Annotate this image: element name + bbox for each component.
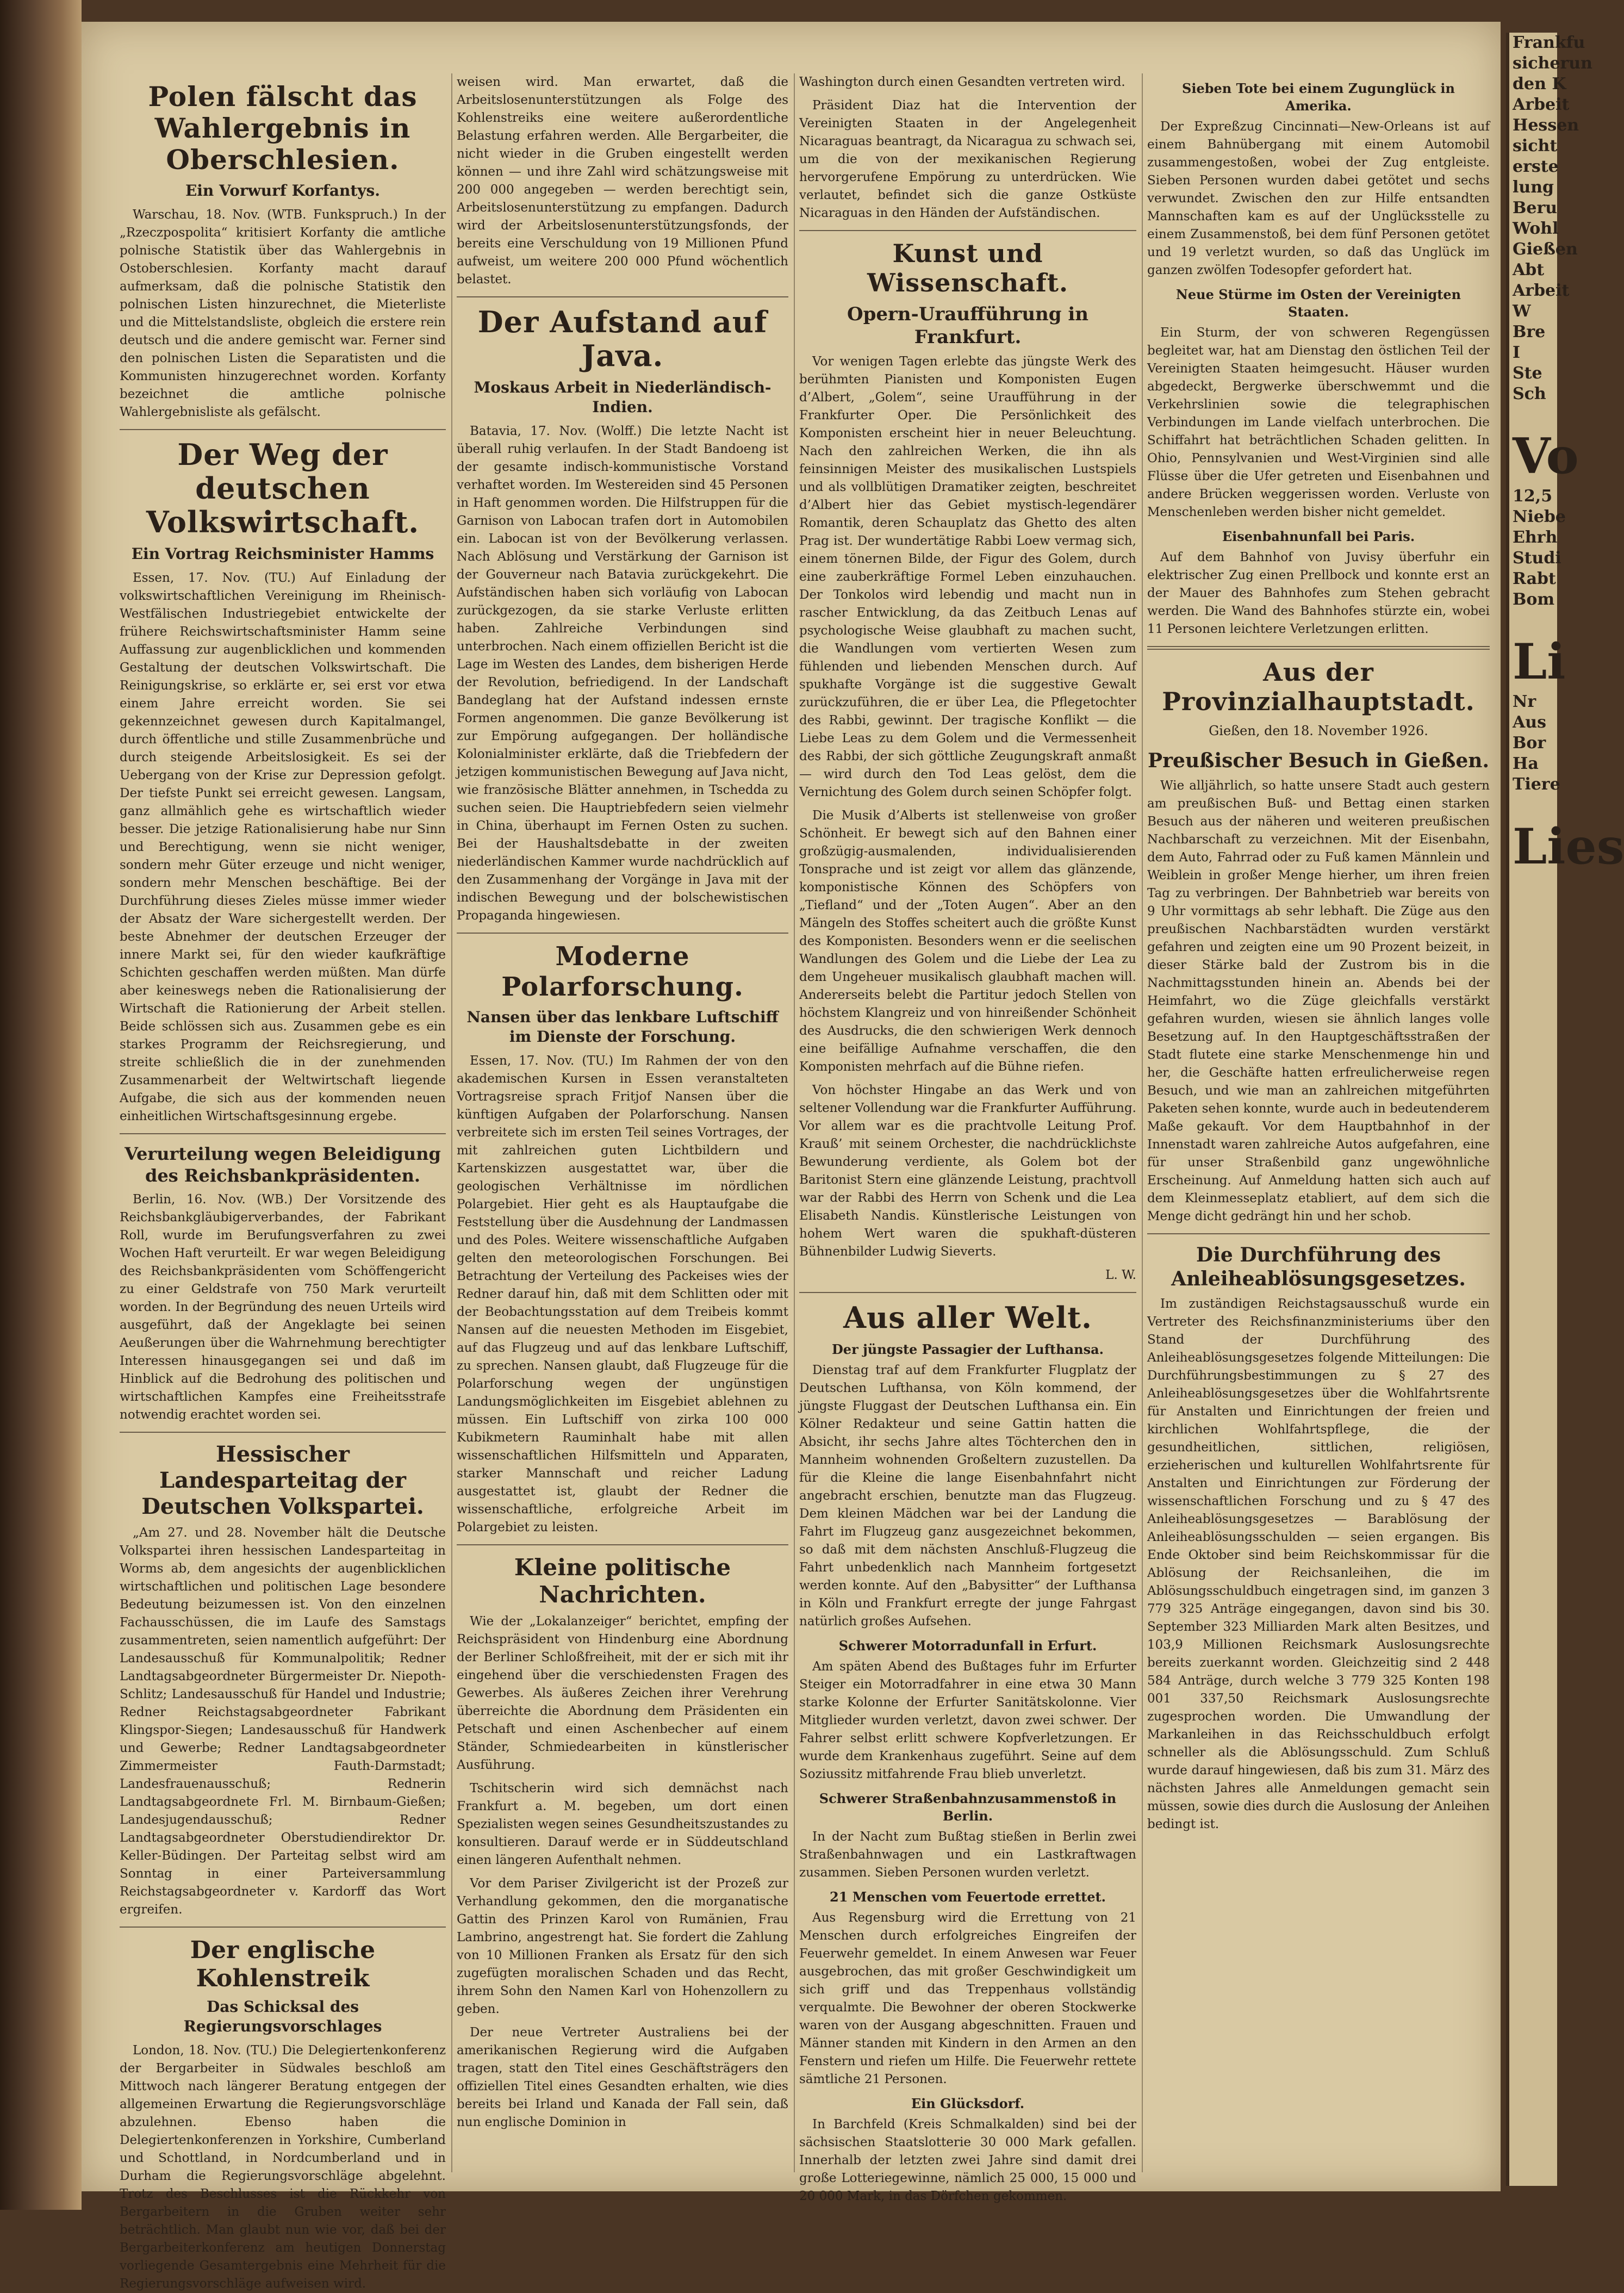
subhead-coal-strike: Das Schicksal des Regierungsvorschlages	[183, 1998, 382, 2035]
adjacent-page-fragment: Gießen	[1513, 240, 1578, 259]
column-2	[457, 73, 788, 2172]
subhead-opera: Opern-Uraufführung in Frankfurt.	[847, 303, 1089, 348]
adjacent-page-fragment: Arbeit	[1513, 95, 1570, 114]
column-4	[1147, 73, 1490, 2172]
divider	[120, 1432, 446, 1433]
headline-java: Der Aufstand auf Java.	[477, 305, 768, 373]
headline-poland-election: Polen fälscht das Wahlergebnis in Oberschlesien.	[148, 80, 418, 176]
subhead-polar: Nansen über das lenkbare Luftschiff im Dienste der Forschung.	[466, 1008, 779, 1046]
subhead-lucky-village: Ein Glücksdorf.	[911, 2096, 1025, 2111]
headline-world: Aus aller Welt.	[843, 1300, 1092, 1335]
adjacent-page-fragment: Beru	[1513, 198, 1558, 218]
subhead-storms: Neue Stürme im Osten der Vereinigten Staaten.	[1175, 287, 1461, 320]
divider	[120, 429, 446, 430]
adjacent-page-fragment: lung	[1513, 178, 1554, 197]
adjacent-page-fragment: W	[1513, 302, 1531, 321]
headline-provincial-capital: Aus der Provinzialhauptstadt.	[1162, 657, 1475, 716]
adjacent-page-fragment: Arbeit	[1513, 281, 1570, 300]
subhead-train-accident: Sieben Tote bei einem Zugunglück in Amerika.	[1182, 80, 1455, 114]
headline-conviction: Verurteilung wegen Beleidigung des Reichsbankpräsidenten.	[125, 1144, 441, 1186]
article-body: Wie der „Lokalanzeiger“ berichtet, empfing der Reichspräsident von Hindenburg eine Abordnung der Berliner Schloßfreiheit, mit der er sich mit ihr eingehend über die verschiedensten Fragen des Gewerbes. Als äußeres Zeichen ihrer Verehrung überreichte die Abordnung dem Präsidenten ein Petschaft und einen Aschenbecher auf einem Ständer, Schmiedearbeiten in künstlerischer Ausführung.	[457, 1614, 788, 1772]
divider	[457, 933, 788, 934]
column-rule	[451, 73, 452, 2172]
headline-hesse-party: Hessischer Landesparteitag der Deutschen Volkspartei.	[141, 1441, 424, 1519]
article-body: Essen, 17. Nov. (TU.) Im Rahmen der von den akademischen Kursen in Essen veranstalteten Vortragsreise sprach Fritjof Nansen über die künftigen Aufgaben der Polarforschung. Nansen verbreitete sich im ersten Teil seines Vortrages, der mit zahlreichen guten Lichtbildern und Kartenskizzen ausgestattet war, über die geologischen Verhältnisse im nördlichen Polargebiet. Hier geht es als Hauptaufgabe die Feststellung über die Ausdehnung der Landmassen und des Poles. Weitere wissenschaftliche Aufgaben gelten den meteorologischen Forschungen. Bei Betrachtung der Verteilung des Packeises wies der Redner darauf hin, daß mit dem Schlitten oder mit der Beobachtungsstation auf dem Treibeis kommt Nansen auf die neuesten Methoden im Eisgebiet, auf das Flugzeug und auf das lenkbare Luftschiff, zu sprechen. Nansen glaubt, daß Flugzeuge für die Polarforschung wegen der ungünstigen Landungsmöglichkeiten im Eisgebiet ablehnen zu müssen. Ein Luftschiff von zirka 100 000 Kubikmetern Rauminhalt habe mit allen wissenschaftlichen Hilfsmitteln und Apparaten, starker Mannschaft und reicher Ladung ausgestattet ist, glaubt der Redner die wissenschaftliche, erfolgreiche Arbeit im Polargebiet zu leisten.	[457, 1054, 788, 1534]
adjacent-page-fragment: Studi	[1513, 549, 1561, 568]
adjacent-page-fragment: Tiere	[1513, 775, 1560, 794]
adjacent-page-fragment: Frankfu	[1513, 33, 1585, 52]
divider	[120, 1133, 446, 1134]
adjacent-page-fragment: Niebe	[1513, 507, 1566, 526]
adjacent-page-fragment: 12,5	[1513, 487, 1553, 506]
adjacent-page-fragment: I	[1513, 343, 1521, 362]
article-body: Die Musik d’Alberts ist stellenweise von großer Schönheit. Er bewegt sich auf den Bahnen einer großzügig-ausmalenden, individualisierenden Tonsprache und ist zeigt vor allem das glänzende, komponistische Können des Schöpfers von „Tiefland“ und der „Toten Augen“. Aber an den Mängeln des Stoffes scheitert auch die größte Kunst des Komponisten. Besonders wenn er die seelischen Wandlungen des Golem und die Liebe der Lea zu dem Ungeheuer musikalisch glaubhaft machen will. Andererseits belebt die Partitur jedoch Stellen von höchstem Klangreiz und von hinreißender Schönheit des Ausdrucks, die den schwierigen Werk dennoch eine beifällige Aufnahme verschaffen, die den Komponisten mehrfach auf die Bühne riefen.	[799, 809, 1136, 1074]
headline-political-news: Kleine politische Nachrichten.	[514, 1554, 731, 1608]
adjacent-page-fragment: Nr	[1513, 692, 1536, 711]
divider	[120, 1927, 446, 1928]
divider	[1147, 1233, 1490, 1234]
adjacent-page-edge	[1506, 33, 1624, 2186]
article-body: Der Expreßzug Cincinnati—New-Orleans ist auf einem Bahnübergang mit einem Automobil zusammengestoßen, wobei der Zug entgleiste. Sieben Personen wurden dabei getötet und sechs verwundet. Zwischen den zur Hilfe entsandten Mannschaften kam es auf der Unglücksstelle zu einem Zusammenstoß, bei dem fünf Personen getötet und 19 verletzt wurden, so daß das Unglück im ganzen zwölfen Todesopfer gefordert hat.	[1147, 120, 1490, 277]
subhead-fire-rescue: 21 Menschen vom Feuertode errettet.	[830, 1889, 1106, 1905]
adjacent-page-fragment: den K	[1513, 74, 1566, 94]
article-body: In Barchfeld (Kreis Schmalkalden) sind bei der sächsischen Staatslotterie 30 000 Mark gefallen. Innerhalb der letzten zwei Jahre sind damit drei große Lotteriegewinne, nämlich 25 000, 15 000 und 20 000 Mark, in das Dörfchen gekommen.	[799, 2117, 1136, 2203]
article-body: Tschitscherin wird sich demnächst nach Frankfurt a. M. begeben, um dort einen Spezialisten wegen seines Gesundheitszustandes zu konsultieren. Darauf werde er in Süddeutschland einen längeren Aufenthalt nehmen.	[457, 1781, 788, 1867]
article-body: Vor wenigen Tagen erlebte das jüngste Werk des berühmten Pianisten und Komponisten Eugen d’Albert, „Golem“, seine Uraufführung in der Frankfurter Oper. Die Persönlichkeit des Komponisten erscheint hier in neuer Beleuchtung. Nach den zahlreichen Werken, die ihn als feinsinnigen Meister des musikalischen Lustspiels und als vollblütigen Dramatiker zeigten, beschreitet d’Albert hier das Gebiet mystisch-legendärer Romantik, deren Schauplatz das Ghetto des alten Prag ist. Der wundertätige Rabbi Loew vermag sich, einem tönernen Bilde, der Figur des Golem, durch eine zauberkräftige Formel Leben einzuhauchen. Der Tonkolos wird lebendig und macht nun in rascher Entwicklung, da das Zeitbuch Lenas auf psychologische Weise glaubhaft zu machen sucht, die Wandlungen vom vertierten Wesen zum fühlenden und liebenden Menschen durch. Auf spukhafte Vorgänge ist die suggestive Gewalt zurückzuführen, die er über Lea, die Pflegetochter des Rabbi, gewinnt. Der tragische Konflikt — die Liebe Leas zu dem Golem und die Vermessenheit des Rabbi, der sich göttliche Zeugungskraft anmaßt — wird durch den Tod Leas gelöst, dem die Vernichtung des Golem durch seinen Schöpfer folgt.	[799, 355, 1136, 799]
article-body: Washington durch einen Gesandten vertreten wird.	[799, 75, 1125, 89]
subhead-hamm: Ein Vortrag Reichsminister Hamms	[131, 545, 434, 563]
article-body: Am späten Abend des Bußtages fuhr im Erfurter Steiger ein Motorradfahrer in eine etwa 30 Mann starke Kolonne der Erfurter Sanitätskolonne. Vier Mitglieder wurden verletzt, davon zwei schwer. Der Fahrer selbst erlitt schwere Kopfverletzungen. Er wurde dem Krankenhaus zugeführt. Seine auf dem Soziussitz mitfahrende Frau blieb unverletzt.	[799, 1660, 1136, 1781]
adjacent-page-fragment: sicherun	[1513, 54, 1592, 73]
subhead-berlin-tram: Schwerer Straßenbahnzusammenstoß in Berlin.	[819, 1791, 1117, 1824]
adjacent-page-fragment: Hessen	[1513, 116, 1579, 135]
article-body: Aus Regensburg wird die Errettung von 21 Menschen durch erfolgreiches Eingreifen der Feuerwehr gemeldet. In einem Anwesen war Feuer ausgebrochen, das mit großer Geschwindigkeit um sich griff und das Treppenhaus vollständig verqualmte. Die Bewohner der oberen Stockwerke waren von der Ausgang abgeschnitten. Frauen und Männer standen mit Kindern in den Armen an den Fenstern und riefen um Hilfe. Die Feuerwehr rettete sämtliche 21 Personen.	[799, 1911, 1136, 2086]
article-body: Berlin, 16. Nov. (WB.) Der Vorsitzende des Reichsbankgläubigerverbandes, der Fabrikant Roll, wurde im Berufungsverfahren zu zwei Wochen Haft verurteilt. Er war wegen Beleidigung des Reichsbankpräsidenten vom Schöffengericht zu einer Geldstrafe von 750 Mark verurteilt worden. In der Begründung des neuen Urteils wird ausgeführt, daß der Angeklagte bei seinen Aeußerungen über die Wahrnehmung berechtigter Interessen hinausgegangen sei und daß im Hinblick auf die Bedrohung des politischen und wirtschaftlichen Kampfes eine Freiheitsstrafe notwendig erachtet worden sei.	[120, 1192, 446, 1422]
adjacent-page-fragment: Bom	[1513, 590, 1555, 609]
adjacent-page-fragment: Ste	[1513, 364, 1542, 383]
book-binding-gutter	[0, 0, 82, 2210]
article-body: Ein Sturm, der von schweren Regengüssen begleitet war, hat am Dienstag den östlichen Teil der Vereinigten Staaten heimgesucht. Häuser wurden abgedeckt, Bergwerke überschwemmt und die Verkehrslinien sowie die telegraphischen Verbindungen im Lande vielfach unterbrochen. Die Schiffahrt hat beträchtlichen Schaden gelitten. In Ohio, Pennsylvanien und West-Virginien sind alle Flüsse über die Ufer getreten und Eisenbahnen und andere Brücken weggerissen worden. Verluste von Menschenleben werden bisher nicht gemeldet.	[1147, 326, 1490, 519]
adjacent-page-fragment: sicht	[1513, 136, 1558, 156]
headline-loan-redemption: Die Durchführung des Anleiheablösungsgesetzes.	[1171, 1244, 1466, 1290]
headline-polar: Moderne Polarforschung.	[501, 941, 744, 1002]
article-body: Dienstag traf auf dem Frankfurter Flugplatz der Deutschen Lufthansa, von Köln kommend, der jüngste Fluggast der Deutschen Lufthansa ein. Ein Kölner Redakteur und seine Gattin hatten die Absicht, ihr sechs Jahre altes Töchterchen den in Mannheim wohnenden Großeltern zuzustellen. Da für die Kleine die lange Eisenbahnfahrt nicht angebracht erschien, benutzte man das Flugzeug. Dem kleinen Mädchen war bei der Landung die Fahrt im Flugzeug ganz ausgezeichnet bekommen, so daß mit dem nächsten Anschluß-Flugzeug die Fahrt unbedenklich nach Mannheim fortgesetzt werden konnte. Auf den „Babysitter“ der Lufthansa in Köln und Frankfurt erregte der junge Fahrgast natürlich großes Aufsehen.	[799, 1363, 1136, 1629]
adjacent-page-fragment: Bor	[1513, 734, 1546, 753]
dateline: Gießen, den 18. November 1926.	[1209, 723, 1428, 738]
article-body: Vor dem Pariser Zivilgericht ist der Prozeß zur Verhandlung gekommen, den die morganatische Gattin des Prinzen Karol von Rumänien, Frau Lambrino, angestrengt hat. Sie fordert die Zahlung von 10 Millionen Franken als Ersatz für den sich zugefügten moralischen Schaden und das Recht, ihrem Sohn den Namen Karl von Hohenzollern zu geben.	[457, 1876, 788, 2016]
article-body: In der Nacht zum Bußtag stießen in Berlin zwei Straßenbahnwagen und ein Lastkraftwagen zusammen. Sieben Personen wurden verletzt.	[799, 1830, 1136, 1880]
subhead-lufthansa: Der jüngste Passagier der Lufthansa.	[831, 1341, 1104, 1357]
adjacent-page-text	[1509, 33, 1624, 877]
subhead-paris-rail: Eisenbahnunfall bei Paris.	[1222, 529, 1415, 544]
adjacent-page-fragment: erste	[1513, 157, 1559, 176]
article-body: Der neue Vertreter Australiens bei der amerikanischen Regierung wird die Aufgaben tragen, statt den Titel eines Geschäftsträgers den offiziellen Titel eines Gesandten erhalten, wie dies bereits bei Irland und Kanada der Fall sein, daß nun englische Dominion in	[457, 2025, 788, 2129]
article-body: weisen wird. Man erwartet, daß die Arbeitslosenunterstützungen als Folge des Kohlenstreiks eine weitere außerordentliche Belastung erfahren werden. Alle Bergarbeiter, die nicht wieder in die Gruben eingestellt werden können — und ihre Zahl wird schätzungsweise mit 200 000 angegeben — werden berechtigt sein, Arbeitslosenunterstützung zu empfangen. Dadurch wird der Arbeitslosenunterstützungsfonds, der bereits eine Verschuldung von 19 Millionen Pfund aufweist, um weitere 200 000 Pfund wöchentlich belastet.	[457, 75, 788, 287]
author-signature: L. W.	[1105, 1268, 1136, 1282]
subhead-prussian-visit: Preußischer Besuch in Gießen.	[1148, 749, 1489, 772]
column-3	[799, 73, 1136, 2203]
headline-coal-strike: Der englische Kohlenstreik	[190, 1936, 376, 1992]
article-body: London, 18. Nov. (TU.) Die Delegiertenkonferenz der Bergarbeiter in Südwales beschloß am Mittwoch nach längerer Beratung entgegen der allgemeinen Erwartung die Regierungsvorschläge abzulehnen. Ebenso haben die Delegiertenkonferenzen in Yorkshire, Cumberland und Schottland, in Nordcumberland und in Durham die Regierungsvorschläge abgelehnt. Trotz des Beschlusses ist die Rückkehr von Bergarbeitern in die Gruben weiter sehr beträchtlich. Man glaubt nun wie vor, daß bei der Bergarbeiterkonferenz am heutigen Donnerstag vorliegende Gesamtergebnis eine Mehrheit für die Regierungsvorschläge aufweisen wird.	[120, 2043, 446, 2291]
divider	[799, 1292, 1136, 1293]
divider	[1147, 646, 1490, 650]
column-1	[120, 73, 446, 2291]
article-body: Auf dem Bahnhof von Juvisy überfuhr ein elektrischer Zug einen Prellbock und konnte erst an der Mauer des Bahnhofes zum Stehen gebracht werden. Die Wand des Bahnhofes stürzte ein, wobei 11 Personen leichtere Verletzungen erlitten.	[1147, 550, 1490, 636]
adjacent-page-fragment: Bre	[1513, 322, 1546, 341]
adjacent-page-fragment: Sch	[1513, 384, 1546, 403]
headline-arts: Kunst und Wissenschaft.	[867, 239, 1069, 297]
article-body: Essen, 17. Nov. (TU.) Auf Einladung der volkswirtschaftlichen Vereinigung im Rheinisch-Westfälischen Industriegebiet entwickelte der frühere Reichswirtschaftsminister Hamm seine Auffassung zur augenblicklichen und kommenden Gestaltung der deutschen Volkswirtschaft. Die Reinigungskrise, so erklärte er, sei erst vor etwa einem Jahre erreicht worden. Sie sei gekennzeichnet gewesen durch Kapitalmangel, durch öffentliche und stille Zusammenbrüche und durch steigende Arbeitslosigkeit. Es sei der Uebergang von der Krise zur Depression gefolgt. Der tiefste Punkt sei erreicht gewesen. Langsam, ganz allmählich gehe es wirtschaftlich wieder besser. Die jetzige Rationalisierung habe nur Sinn und Berechtigung, wenn sie nicht weniger, sondern mehr Güter erzeuge und nicht weniger, sondern mehr Menschen beschäftige. Bei der Durchführung dieses Zieles müsse immer wieder der Absatz der Ware sichergestellt werden. Der beste Abnehmer der deutschen Erzeuger der innere Markt sei, für den wieder kaufkräftige Schichten geschaffen werden müßten. Man dürfe aber keineswegs neben die Rationalisierung der Wirtschaft die Rationierung der Arbeit stellen. Beide schlössen sich aus. Zusammen gebe es ein starkes Programm der Reichsregierung, und streite schließlich die in der zunehmenden Zusammenarbeit der Weltwirtschaft liegende Aufgabe, die sich aus der kommenden neuen einheitlichen Wirtschaftsgesinnung ergebe.	[120, 571, 446, 1123]
article-body: Warschau, 18. Nov. (WTB. Funkspruch.) In der „Rzeczpospolita“ kritisiert Korfanty die amtliche polnische Statistik über das Wahlergebnis in Ostoberschlesien. Korfanty macht darauf aufmerksam, daß die polnische Statistik den polnischen Listen hinzurechnet, die Mieterliste und die Mittelstandsliste, obgleich die erstere rein deutsch und die andere gemischt war. Ferner sind den polnischen Listen die Separatisten und die Kommunisten hinzugerechnet worden. Korfanty bezeichnet die amtliche polnische Wahlergebnisliste als gefälscht.	[120, 208, 446, 419]
headline-economy: Der Weg der deutschen Volkswirtschaft.	[146, 437, 420, 539]
adjacent-page-ad-fragment: Vo	[1513, 427, 1579, 485]
column-rule	[1142, 73, 1143, 2172]
article-body: Von höchster Hingabe an das Werk und von seltener Vollendung war die Frankfurter Aufführung. Vor allem war es die prachtvolle Leitung Prof. Krauß’ mit seinem Orchester, die nachdrücklichste Bewunderung verdiente, als Golem bot der Baritonist Stern eine glänzende Leistung, prachtvoll war der Rabbi des Herrn von Schenk und die Lea Elisabeth Nandis. Künstlerische Leistungen von hohem Wert waren die spukhaft-düsteren Bühnenbilder Ludwig Sieverts.	[799, 1083, 1136, 1259]
adjacent-page-fragment: Rabt	[1513, 569, 1556, 588]
article-body: Im zuständigen Reichstagsausschuß wurde ein Vertreter des Reichsfinanzministeriums über den Stand der Durchführung des Anleiheablösungsgesetzes folgende Mitteilungen: Die Durchführungsbestimmungen zu § 27 des Anleiheablösungsgesetzes über die Wohlfahrtsrente für Anstalten und Einrichtungen der freien und kirchlichen Wohlfahrtspflege, die der gesundheitlichen, sittlichen, religiösen, erzieherischen und kulturellen Wohlfahrtsrente für Anstalten und Einrichtungen zur Förderung der wissenschaftlichen Forschung und zu § 47 des Anleiheablösungsgesetzes — Barablösung der Anleiheablösungsschulden — seien ergangen. Bis Ende Oktober sind beim Reichskommissar für die Ablösung der Reichsanleihen, die im Ablösungsschuldbuch eingetragen sind, im ganzen 3 779 325 Anträge eingegangen, davon sind bis 30. September 323 Milliarden Mark alten Besitzes, und 103,9 Millionen Reichsmark Auslosungsrechte bereits zuerkannt worden. Gleichzeitig sind 2 448 584 Anträge, durch welche 3 779 325 Konten 198 001 337,50 Reichsmark Auslosungsrechte zugesprochen worden. Die Umwandlung der Markanleihen in das Reichsschuldbuch erfolgt schneller als die Ablösungsschuld. Zum Schluß wurde darauf hingewiesen, daß bis zum 31. März des nächsten Jahres alle Anmeldungen gemacht sein müssen, sowie dies durch die Auslosung der Anleihen bedingt ist.	[1147, 1297, 1490, 1831]
article-body: Wie alljährlich, so hatte unsere Stadt auch gestern am preußischen Buß- und Bettag einen starken Besuch aus der näheren und weiteren preußischen Nachbarschaft zu verzeichnen. Mit der Eisenbahn, dem Auto, Fahrrad oder zu Fuß kamen Männlein und Weiblein in großer Menge hierher, um ihren freien Tag zu verbringen. Der Bahnbetrieb war bereits von 9 Uhr vormittags ab sehr lebhaft. Die Züge aus den preußischen Nachbarstädten wurden verstärkt gefahren und zeigten eine um 90 Prozent beizeit, in dieser Stärke bald der Zustrom bis in die Nachmittagsstunden hinein an. Abends bei der Heimfahrt, wo die Züge gleichfalls verstärkt gefahren wurden, wiesen sie ähnlich langes volle Besetzung auf. In den Hauptgeschäftsstraßen der Stadt flutete eine starke Menschenmenge hin und her, die Geschäfte hatten erfreulicherweise regen Besuch, und wie man an zahlreichen mitgeführten Paketen sehen konnte, wurde auch in bedeutenderem Maße gekauft. Vor dem Hauptbahnhof in der Innenstadt waren zahlreiche Autos aufgefahren, eine für unser Straßenbild ganz ungewöhnliche Erscheinung. Auf Anmeldung hatten sich auch auf dem Kleinmesseplatz etabliert, auf dem sich die Menge dicht gedrängt hin und her schob.	[1147, 779, 1490, 1223]
adjacent-page-ad-fragment: Li	[1513, 633, 1566, 691]
subhead-erfurt: Schwerer Motorradunfall in Erfurt.	[838, 1638, 1097, 1654]
subhead-java: Moskaus Arbeit in Niederländisch-Indien.	[474, 378, 771, 416]
divider	[457, 1544, 788, 1545]
divider	[457, 296, 788, 297]
article-body: Batavia, 17. Nov. (Wolff.) Die letzte Nacht ist überall ruhig verlaufen. In der Stadt Bandoeng ist der gesamte indisch-kommunistische Vorstand verhaftet worden. Im Westereiden sind 45 Personen in Haft genommen worden. Die Hilfstruppen für die Garnison von Labocan trafen dort in Automobilen ein. Labocan ist von der Bevölkerung verlassen. Nach Ablösung und Verstärkung der Garnison ist der Gouverneur nach Batavia zurückgekehrt. Die Aufständischen haben sich vorläufig von Labocan zurückgezogen, da sie starke Verluste erlitten haben. Zahlreiche Verbindungen sind unterbrochen. Nach einem offiziellen Bericht ist die Lage im Westen des Landes, dem bisherigen Herde der Revolution, befriedigend. In der Landschaft Bandeglang hat der Aufstand indessen ernste Formen angenommen. Die ganze Bevölkerung ist zur Empörung aufgegangen. Der holländische Kolonialminister erklärte, daß die Triebfedern der jetzigen kommunistischen Bewegung auf Java nicht, wie französische Blätter annehmen, in Tschedda zu suchen seien. Die Hauptriebfedern seien vielmehr in China, überhaupt im Fernen Osten zu suchen. Bei der Haushaltsdebatte in der zweiten niederländischen Kammer wurde nachdrücklich auf den Zusammenhang der Vorgänge in Java mit der indischen Bewegung und der bolschewistischen Propaganda hingewiesen.	[457, 424, 788, 923]
article-body: Präsident Diaz hat die Intervention der Vereinigten Staaten in der Angelegenheit Nicaraguas beantragt, da Nicaragua zu schwach sei, um die von der mexikanischen Regierung hervorgerufene Empörung zu unterdrücken. Wie verlautet, befindet sich die ganze Ostküste Nicaraguas in den Händen der Aufständischen.	[799, 98, 1136, 220]
newspaper-page	[82, 22, 1501, 2291]
adjacent-page-fragment: Wohl	[1513, 219, 1559, 238]
adjacent-page-fragment: Ha	[1513, 754, 1539, 773]
column-rule	[794, 73, 795, 2172]
divider	[799, 230, 1136, 231]
adjacent-page-fragment: Aus	[1513, 713, 1546, 732]
article-body: „Am 27. und 28. November hält die Deutsche Volkspartei ihren hessischen Landesparteitag in Worms ab, dem angesichts der augenblicklichen wirtschaftlichen und politischen Lage besondere Bedeutung beizumessen ist. Von den einzelnen Fachausschüssen, die im Laufe des Samstags zusammentreten, seien namentlich aufgeführt: Der Landesausschuß für Kommunalpolitik; Redner Landtagsabgeordneter Bürgermeister Dr. Niepoth-Schlitz; Landesausschuß für Handel und Industrie; Redner Reichstagsabgeordneter Fabrikant Klingspor-Siegen; Landesausschuß für Handwerk und Gewerbe; Redner Landtagsabgeordneter Zimmermeister Fauth-Darmstadt; Landesfrauenausschuß; Rednerin Landtagsabgeordnete Frl. M. Birnbaum-Gießen; Landesjugendausschuß; Redner Landtagsabgeordneter Oberstudiendirektor Dr. Keller-Büdingen. Der Parteitag selbst wird am Sonntag in einer Parteiversammlung Reichstagsabgeordneter v. Kardorff das Wort ergreifen.	[120, 1526, 446, 1917]
adjacent-page-ad-fragment: Lies	[1513, 818, 1624, 875]
adjacent-page-fragment: Ehrh	[1513, 528, 1558, 547]
adjacent-page-fragment: Abt	[1513, 260, 1545, 279]
subhead-korfanty: Ein Vorwurf Korfantys.	[185, 182, 381, 200]
